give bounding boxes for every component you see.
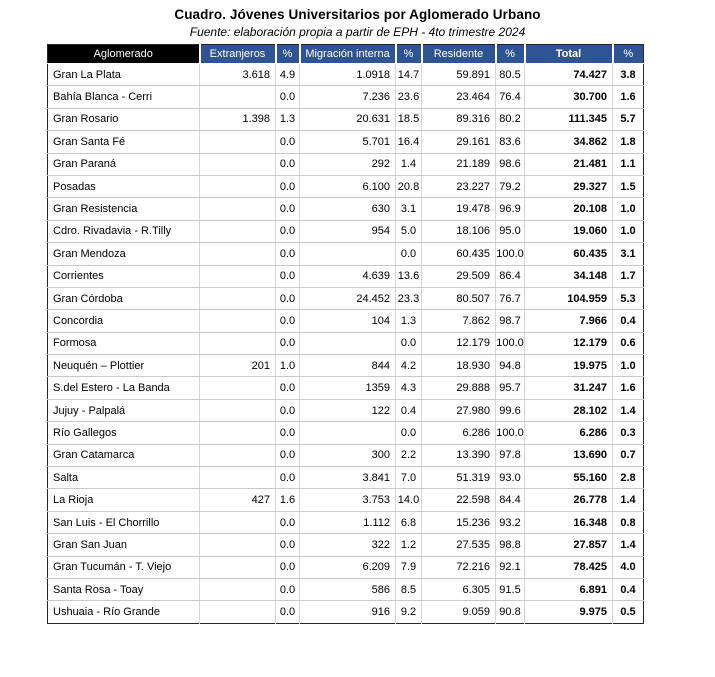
cell-total-pct: 0.8 [613,511,644,533]
cell-total: 27.857 [525,534,613,556]
cell-total-pct: 1.7 [613,265,644,287]
cell-aglomerado: Gran Paraná [48,153,200,175]
cell-total: 6.891 [525,578,613,600]
cell-residente-pct: 99.6 [496,399,525,421]
cell-migracion-pct: 0.4 [396,399,422,421]
header-total: Total [525,45,613,64]
cell-total-pct: 0.3 [613,422,644,444]
cell-total-pct: 1.0 [613,220,644,242]
cell-extranjeros [200,467,276,489]
cell-residente-pct: 98.7 [496,310,525,332]
cell-extranjeros [200,198,276,220]
universitarios-table [47,44,644,624]
cell-residente-pct: 83.6 [496,131,525,153]
cell-residente-pct: 95.0 [496,220,525,242]
cell-migracion-pct: 3.1 [396,198,422,220]
cell-total: 7.966 [525,310,613,332]
cell-residente: 72.216 [422,556,496,578]
cell-residente-pct: 80.2 [496,108,525,130]
cell-extranjeros [200,265,276,287]
cell-migracion-interna: 1359 [300,377,396,399]
cell-migracion-interna: 104 [300,310,396,332]
cell-residente-pct: 95.7 [496,377,525,399]
cell-residente: 29.509 [422,265,496,287]
table-row [48,131,644,153]
cell-residente: 23.464 [422,86,496,108]
cell-total: 16.348 [525,511,613,533]
cell-total-pct: 5.3 [613,287,644,309]
cell-total-pct: 0.6 [613,332,644,354]
cell-extranjeros-pct: 0.0 [276,422,300,444]
table-row [48,355,644,377]
cell-aglomerado: Posadas [48,175,200,197]
cell-aglomerado: Concordia [48,310,200,332]
cell-migracion-pct: 14.7 [396,64,422,86]
cell-extranjeros [200,556,276,578]
cell-extranjeros [200,131,276,153]
cell-total: 34.862 [525,131,613,153]
header-residente: Residente [422,45,496,64]
page-subtitle: Fuente: elaboración propia a partir de EPH - 4to trimestre 2024 [189,25,526,39]
cell-aglomerado: Jujuy - Palpalá [48,399,200,421]
cell-aglomerado: Salta [48,467,200,489]
cell-migracion-pct: 9.2 [396,601,422,623]
table-row [48,601,644,623]
cell-aglomerado: S.del Estero - La Banda [48,377,200,399]
cell-aglomerado: Río Gallegos [48,422,200,444]
cell-residente-pct: 91.5 [496,578,525,600]
cell-residente: 13.390 [422,444,496,466]
table-row [48,534,644,556]
cell-migracion-pct: 5.0 [396,220,422,242]
cell-residente: 19.478 [422,198,496,220]
cell-residente-pct: 76.4 [496,86,525,108]
cell-total: 111.345 [525,108,613,130]
cell-migracion-interna: 300 [300,444,396,466]
cell-total-pct: 1.1 [613,153,644,175]
cell-extranjeros [200,243,276,265]
cell-total-pct: 1.6 [613,377,644,399]
table-header-row [48,45,644,64]
cell-extranjeros-pct: 1.6 [276,489,300,511]
cell-total: 6.286 [525,422,613,444]
cell-total-pct: 1.0 [613,198,644,220]
cell-total: 74.427 [525,64,613,86]
cell-aglomerado: La Rioja [48,489,200,511]
header-migracion-interna: Migración interna [300,45,396,64]
header-residente-pct: % [496,45,525,64]
cell-total-pct: 0.4 [613,310,644,332]
cell-total: 28.102 [525,399,613,421]
cell-migracion-pct: 1.2 [396,534,422,556]
cell-migracion-interna: 1.0918 [300,64,396,86]
cell-extranjeros [200,220,276,242]
cell-total: 78.425 [525,556,613,578]
cell-migracion-interna: 916 [300,601,396,623]
cell-residente-pct: 93.2 [496,511,525,533]
cell-residente-pct: 76.7 [496,287,525,309]
cell-extranjeros-pct: 0.0 [276,399,300,421]
header-extranjeros-pct: % [276,45,300,64]
cell-migracion-interna: 844 [300,355,396,377]
cell-migracion-pct: 0.0 [396,422,422,444]
cell-residente: 29.161 [422,131,496,153]
cell-migracion-interna: 6.100 [300,175,396,197]
cell-residente: 7.862 [422,310,496,332]
cell-residente-pct: 93.0 [496,467,525,489]
cell-migracion-pct: 23.3 [396,287,422,309]
cell-migracion-pct: 6.8 [396,511,422,533]
cell-extranjeros [200,287,276,309]
cell-total: 104.959 [525,287,613,309]
cell-residente-pct: 79.2 [496,175,525,197]
cell-total-pct: 1.6 [613,86,644,108]
cell-total-pct: 0.5 [613,601,644,623]
table-header [48,45,644,64]
cell-extranjeros-pct: 0.0 [276,131,300,153]
cell-migracion-interna: 3.841 [300,467,396,489]
cell-extranjeros [200,377,276,399]
cell-extranjeros-pct: 0.0 [276,287,300,309]
cell-residente-pct: 92.1 [496,556,525,578]
table-row [48,108,644,130]
cell-migracion-interna: 122 [300,399,396,421]
cell-total-pct: 0.4 [613,578,644,600]
cell-migracion-pct: 1.4 [396,153,422,175]
cell-migracion-interna: 4.639 [300,265,396,287]
cell-total-pct: 1.0 [613,355,644,377]
cell-residente: 27.980 [422,399,496,421]
cell-aglomerado: Gran Resistencia [48,198,200,220]
cell-residente: 51.319 [422,467,496,489]
table-row [48,489,644,511]
table-row [48,422,644,444]
cell-aglomerado: Neuquén – Plottier [48,355,200,377]
cell-extranjeros [200,444,276,466]
cell-migracion-pct: 2.2 [396,444,422,466]
cell-aglomerado: Gran Catamarca [48,444,200,466]
table-row [48,377,644,399]
cell-extranjeros [200,86,276,108]
cell-total-pct: 1.4 [613,534,644,556]
cell-extranjeros-pct: 0.0 [276,175,300,197]
cell-total-pct: 1.8 [613,131,644,153]
table-row [48,556,644,578]
cell-aglomerado: Gran Mendoza [48,243,200,265]
cell-total-pct: 4.0 [613,556,644,578]
cell-aglomerado: Ushuaia - Río Grande [48,601,200,623]
table-body [48,64,644,624]
table-row [48,86,644,108]
cell-residente-pct: 86.4 [496,265,525,287]
cell-migracion-pct: 7.9 [396,556,422,578]
cell-migracion-interna: 292 [300,153,396,175]
cell-migracion-pct: 1.3 [396,310,422,332]
cell-total: 12.179 [525,332,613,354]
cell-residente: 18.930 [422,355,496,377]
table-row [48,332,644,354]
cell-residente: 6.286 [422,422,496,444]
cell-extranjeros-pct: 0.0 [276,578,300,600]
cell-residente: 27.535 [422,534,496,556]
cell-migracion-pct: 20.8 [396,175,422,197]
cell-extranjeros: 201 [200,355,276,377]
cell-extranjeros-pct: 0.0 [276,377,300,399]
cell-residente: 23.227 [422,175,496,197]
table-row [48,198,644,220]
cell-migracion-interna: 5.701 [300,131,396,153]
cell-residente-pct: 80.5 [496,64,525,86]
cell-total-pct: 1.4 [613,489,644,511]
cell-residente-pct: 94.8 [496,355,525,377]
cell-extranjeros [200,534,276,556]
cell-total: 20.108 [525,198,613,220]
cell-migracion-interna [300,332,396,354]
cell-total-pct: 5.7 [613,108,644,130]
cell-extranjeros-pct: 0.0 [276,310,300,332]
cell-total: 31.247 [525,377,613,399]
cell-total: 19.975 [525,355,613,377]
cell-residente: 22.598 [422,489,496,511]
cell-extranjeros-pct: 0.0 [276,220,300,242]
cell-extranjeros-pct: 0.0 [276,556,300,578]
cell-extranjeros [200,153,276,175]
table-row [48,220,644,242]
cell-total: 26.778 [525,489,613,511]
cell-residente: 12.179 [422,332,496,354]
cell-migracion-interna: 7.236 [300,86,396,108]
cell-residente-pct: 90.8 [496,601,525,623]
cell-extranjeros [200,175,276,197]
table-row [48,64,644,86]
table-row [48,243,644,265]
cell-residente-pct: 96.9 [496,198,525,220]
cell-residente-pct: 100.0 [496,332,525,354]
cell-aglomerado: Gran Santa Fé [48,131,200,153]
cell-residente-pct: 100.0 [496,422,525,444]
cell-residente: 59.891 [422,64,496,86]
cell-migracion-pct: 7.0 [396,467,422,489]
header-extranjeros: Extranjeros [200,45,276,64]
cell-extranjeros-pct: 1.3 [276,108,300,130]
cell-extranjeros [200,310,276,332]
cell-residente-pct: 100.0 [496,243,525,265]
cell-aglomerado: Gran La Plata [48,64,200,86]
cell-total: 21.481 [525,153,613,175]
cell-extranjeros-pct: 0.0 [276,601,300,623]
cell-residente-pct: 84.4 [496,489,525,511]
cell-extranjeros-pct: 0.0 [276,511,300,533]
cell-aglomerado: Formosa [48,332,200,354]
cell-extranjeros-pct: 0.0 [276,467,300,489]
cell-extranjeros: 3.618 [200,64,276,86]
cell-total: 9.975 [525,601,613,623]
cell-extranjeros-pct: 0.0 [276,444,300,466]
cell-residente: 6.305 [422,578,496,600]
cell-migracion-pct: 13.6 [396,265,422,287]
cell-migracion-interna: 630 [300,198,396,220]
cell-extranjeros [200,511,276,533]
cell-aglomerado: Gran Tucumán - T. Viejo [48,556,200,578]
cell-migracion-interna: 24.452 [300,287,396,309]
cell-total: 13.690 [525,444,613,466]
cell-extranjeros-pct: 0.0 [276,534,300,556]
table-row [48,265,644,287]
table-row [48,287,644,309]
cell-migracion-interna: 1.112 [300,511,396,533]
cell-migracion-interna: 20.631 [300,108,396,130]
cell-migracion-pct: 8.5 [396,578,422,600]
cell-extranjeros [200,578,276,600]
cell-extranjeros [200,332,276,354]
cell-migracion-interna [300,243,396,265]
cell-residente: 89.316 [422,108,496,130]
cell-residente: 29.888 [422,377,496,399]
cell-migracion-interna: 586 [300,578,396,600]
cell-aglomerado: Gran Rosario [48,108,200,130]
cell-aglomerado: Corrientes [48,265,200,287]
table-row [48,444,644,466]
cell-extranjeros [200,399,276,421]
cell-residente-pct: 97.8 [496,444,525,466]
cell-migracion-pct: 23.6 [396,86,422,108]
cell-residente-pct: 98.6 [496,153,525,175]
cell-migracion-pct: 0.0 [396,243,422,265]
cell-migracion-interna: 6.209 [300,556,396,578]
table-row [48,467,644,489]
cell-extranjeros [200,422,276,444]
cell-migracion-pct: 4.3 [396,377,422,399]
cell-extranjeros-pct: 0.0 [276,198,300,220]
cell-extranjeros-pct: 4.9 [276,64,300,86]
cell-residente: 80.507 [422,287,496,309]
header-migracion-pct: % [396,45,422,64]
cell-extranjeros-pct: 0.0 [276,332,300,354]
cell-total-pct: 0.7 [613,444,644,466]
cell-residente: 60.435 [422,243,496,265]
cell-total: 19.060 [525,220,613,242]
cell-extranjeros-pct: 0.0 [276,153,300,175]
cell-migracion-interna: 322 [300,534,396,556]
cell-total: 34.148 [525,265,613,287]
cell-total: 30.700 [525,86,613,108]
cell-migracion-interna: 3.753 [300,489,396,511]
cell-migracion-pct: 0.0 [396,332,422,354]
cell-total: 60.435 [525,243,613,265]
cell-aglomerado: Gran San Juan [48,534,200,556]
page-title: Cuadro. Jóvenes Universitarios por Aglomerado Urbano [174,7,541,22]
cell-extranjeros [200,601,276,623]
cell-total-pct: 1.4 [613,399,644,421]
cell-aglomerado: San Luis - El Chorrillo [48,511,200,533]
cell-total: 29.327 [525,175,613,197]
cell-total-pct: 3.1 [613,243,644,265]
table-row [48,511,644,533]
cell-migracion-pct: 16.4 [396,131,422,153]
table-row [48,310,644,332]
cell-total: 55.160 [525,467,613,489]
cell-total-pct: 2.8 [613,467,644,489]
cell-aglomerado: Gran Córdoba [48,287,200,309]
cell-residente-pct: 98.8 [496,534,525,556]
cell-aglomerado: Santa Rosa - Toay [48,578,200,600]
cell-total-pct: 1.5 [613,175,644,197]
cell-total-pct: 3.8 [613,64,644,86]
cell-aglomerado: Bahía Blanca - Cerri [48,86,200,108]
cell-residente: 9.059 [422,601,496,623]
cell-residente: 21.189 [422,153,496,175]
cell-residente: 15.236 [422,511,496,533]
table-row [48,399,644,421]
cell-extranjeros-pct: 0.0 [276,243,300,265]
table-row [48,175,644,197]
cell-extranjeros-pct: 0.0 [276,265,300,287]
cell-migracion-interna: 954 [300,220,396,242]
cell-extranjeros: 1.398 [200,108,276,130]
cell-extranjeros-pct: 0.0 [276,86,300,108]
cell-extranjeros-pct: 1.0 [276,355,300,377]
header-total-pct: % [613,45,644,64]
cell-migracion-pct: 4.2 [396,355,422,377]
header-aglomerado: Aglomerado [48,45,200,64]
table-row [48,578,644,600]
cell-migracion-pct: 14.0 [396,489,422,511]
cell-migracion-interna [300,422,396,444]
cell-extranjeros: 427 [200,489,276,511]
cell-migracion-pct: 18.5 [396,108,422,130]
cell-aglomerado: Cdro. Rivadavia - R.Tilly [48,220,200,242]
cell-residente: 18.106 [422,220,496,242]
table-row [48,153,644,175]
